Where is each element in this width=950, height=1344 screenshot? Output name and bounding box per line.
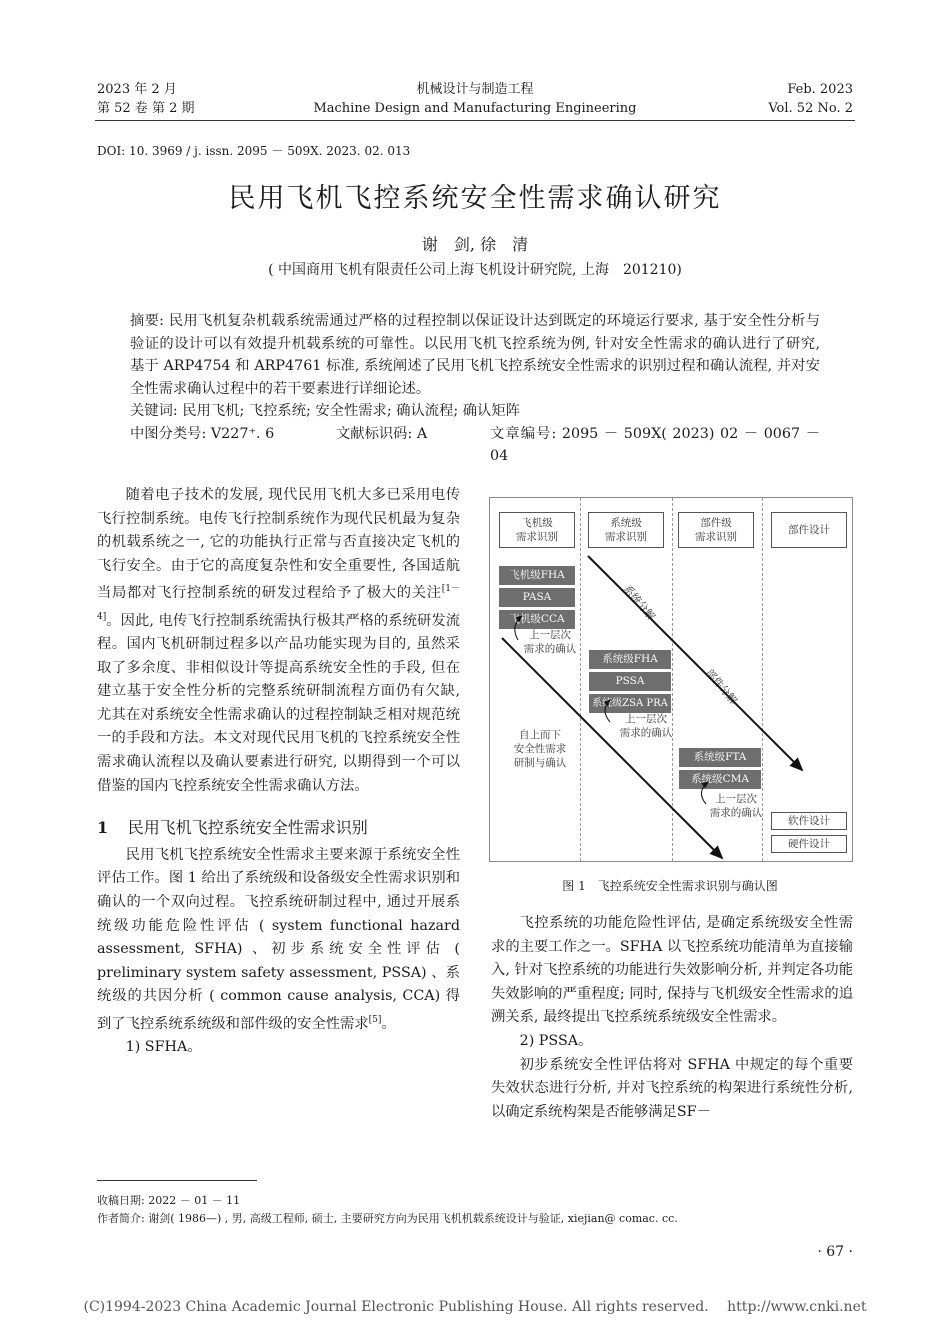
box-aircraft-cca: 飞机级CCA: [499, 610, 575, 629]
section-1-text: 民用飞机飞控系统安全性需求主要来源于系统安全性评估工作。图 1 给出了系统级和设备级安全性需求识别和确认的一个双向过程。飞控系统研制过程中, 通过开展系统级功能危险性评估 ( system functional hazard assessment, SFHA) 、初步系统安全性评估 ( preliminary system safety assessment, PSSA) 、系统级的共因分析 ( common cause analysis, CCA) 得到了飞控系统系统级和部件级的安全性需求: [97, 846, 460, 1032]
abstract: 摘要: 民用飞机复杂机载系统需通过严格的过程控制以保证设计达到既定的环境运行要求, 基于安全性分析与验证的设计可以有效提升机载系统的可靠性。以民用飞机飞控系统为例, 针对安全性需求的确认进行了研究, 基于 ARP4754 和 ARP4761 标准, 系统阐述了民用飞机飞控系统安全性需求的识别过程和确认流程, 并对安全性需求确认过程中的若干要素进行详细论述。: [130, 313, 820, 397]
section-1-heading: [97, 816, 460, 840]
confirm-note-system: 上一层次 需求的确认: [619, 713, 673, 739]
box-pssa: PSSA: [589, 672, 671, 691]
system-decomposition-label: 系统分解: [620, 583, 658, 623]
received-date: 收稿日期: 2022 － 01 － 11: [97, 1194, 241, 1207]
page-number: · 67 ·: [817, 1244, 853, 1260]
volume-en: Vol. 52 No. 2: [768, 101, 853, 116]
section-1-citation: [5]: [368, 1015, 382, 1025]
lane-part-header: 部件级 需求识别: [678, 512, 754, 548]
left-column: [97, 484, 460, 1060]
intro-text: 随着电子技术的发展, 现代民用飞机大多已采用电传飞行控制系统。电传飞行控制系统作为现代民机最为复杂的机载系统之一, 它的功能执行正常与否直接决定飞机的飞行安全。由于它的高度复杂性和安全重要性, 各国适航当局都对飞行控制系统的研发过程给予了极大的关注: [97, 487, 460, 602]
abstract-block: [130, 310, 820, 464]
issue-date-en: Feb. 2023: [787, 82, 853, 97]
right-column: [491, 912, 853, 1124]
box-aircraft-fha: 飞机级FHA: [499, 566, 575, 585]
journal-name-cn: 机械设计与制造工程: [416, 82, 534, 97]
header-right: [768, 80, 853, 118]
figure-caption: 图 1 飞控系统安全性需求识别与确认图: [562, 879, 778, 893]
box-system-fha: 系统级FHA: [589, 650, 671, 669]
box-system-cma: 系统级CMA: [679, 770, 761, 789]
figure-1: [489, 497, 853, 862]
pssa-paragraph: 初步系统安全性评估将对 SFHA 中规定的每个重要失效状态进行分析, 并对飞控系统的构架进行系统性分析, 以确定系统构架是否能够满足SF－: [491, 1056, 853, 1120]
lane-aircraft-header: 飞机级 需求识别: [499, 512, 575, 548]
author-bio: 作者简介: 谢剑( 1986—) , 男, 高级工程师, 硕士, 主要研究方向为民用飞机机载系统设计与验证, xiejian@ comac. cc.: [97, 1212, 678, 1225]
footnote: [97, 1192, 857, 1228]
keywords: 关键词: 民用飞机; 飞控系统; 安全性需求; 确认流程; 确认矩阵: [130, 403, 520, 419]
issue-date-cn: 2023 年 2 月: [97, 82, 177, 97]
item-sfha: 1) SFHA。: [125, 1039, 202, 1056]
lane-system-header: 系统级 需求识别: [588, 512, 664, 548]
arrow-confirm-system: [605, 700, 610, 722]
section-1-paragraph: [97, 844, 460, 1037]
confirm-note-aircraft: 上一层次 需求的确认: [523, 629, 577, 655]
part-decomposition-label: 部件分解: [702, 667, 740, 707]
journal-name-en: Machine Design and Manufacturing Engineering: [313, 101, 637, 116]
affiliation: ( 中国商用飞机有限责任公司上海飞机设计研究院, 上海 201210): [268, 262, 682, 278]
box-pasa: PASA: [499, 588, 575, 607]
header-rule: [95, 120, 855, 121]
figure-arrows: [490, 498, 852, 861]
arrow-system-decomposition: [588, 556, 802, 770]
authors: 谢 剑, 徐 清: [421, 235, 529, 254]
sfha-paragraph: 飞控系统的功能危险性评估, 是确定系统级安全性需求的主要工作之一。SFHA 以飞控系统功能清单为直接输入, 针对飞控系统的功能进行失效影响分析, 并判定各功能失效影响的严重程度; 同时, 保持与飞机级安全性需求的追溯关系, 最终提出飞控系统系统级安全性需求。: [491, 915, 853, 1026]
topdown-note: 自上而下 安全性需求 研制与确认: [513, 729, 567, 769]
doi: DOI: 10. 3969 / j. issn. 2095 － 509X. 2023. 02. 013: [97, 144, 411, 158]
box-software-design: 软件设计: [771, 812, 847, 830]
class-number: 中图分类号: V227⁺. 6: [130, 425, 275, 442]
arrow-topdown: [502, 638, 722, 858]
intro-paragraph: [97, 484, 460, 798]
box-system-zsa-pra: 系统级ZSA PRA: [589, 694, 671, 713]
copyright: (C)1994-2023 China Academic Journal Electronic Publishing House. All rights reserved. http://www.cnki.net: [83, 1299, 867, 1315]
section-title: 民用飞机飞控系统安全性需求识别: [127, 818, 368, 838]
page-title: 民用飞机飞控系统安全性需求确认研究: [228, 183, 722, 214]
box-hardware-design: 硬件设计: [771, 835, 847, 853]
volume-cn: 第 52 卷 第 2 期: [97, 101, 195, 116]
item-pssa: 2) PSSA。: [519, 1032, 593, 1049]
arrow-confirm-aircraft: [515, 616, 522, 640]
lane-part-design-header: 部件设计: [771, 512, 847, 548]
classification-row: [130, 423, 820, 464]
section-number: 1: [97, 818, 109, 838]
footnote-rule: [97, 1180, 257, 1181]
document-code: 文献标识码: A: [336, 425, 428, 442]
box-system-fta: 系统级FTA: [679, 748, 761, 767]
confirm-note-part: 上一层次 需求的确认: [709, 793, 763, 819]
section-1-tail: 。: [381, 1015, 396, 1032]
intro-text-tail: 。因此, 电传飞行控制系统需执行极其严格的系统研发流程。国内飞机研制过程多以产品功能实现为目的, 虽然采取了多余度、非相似设计等提高系统安全性的手段, 但在建立基于安全性分析的完整系统研制流程方面仍有欠缺, 尤其在对系统安全性需求确认的过程控制缺乏相对规范统一的手段和方法。本文对现代民用飞机的飞控系统安全性需求确认流程以及确认要素进行研究, 以期得到一个可以借鉴的国内飞控系统安全性需求确认方法。: [97, 612, 460, 794]
intro-citation: [1－4]: [97, 584, 460, 622]
arrow-confirm-part: [701, 782, 708, 804]
article-number: 文章编号: 2095 － 509X( 2023) 02 － 0067 － 04: [490, 425, 820, 464]
